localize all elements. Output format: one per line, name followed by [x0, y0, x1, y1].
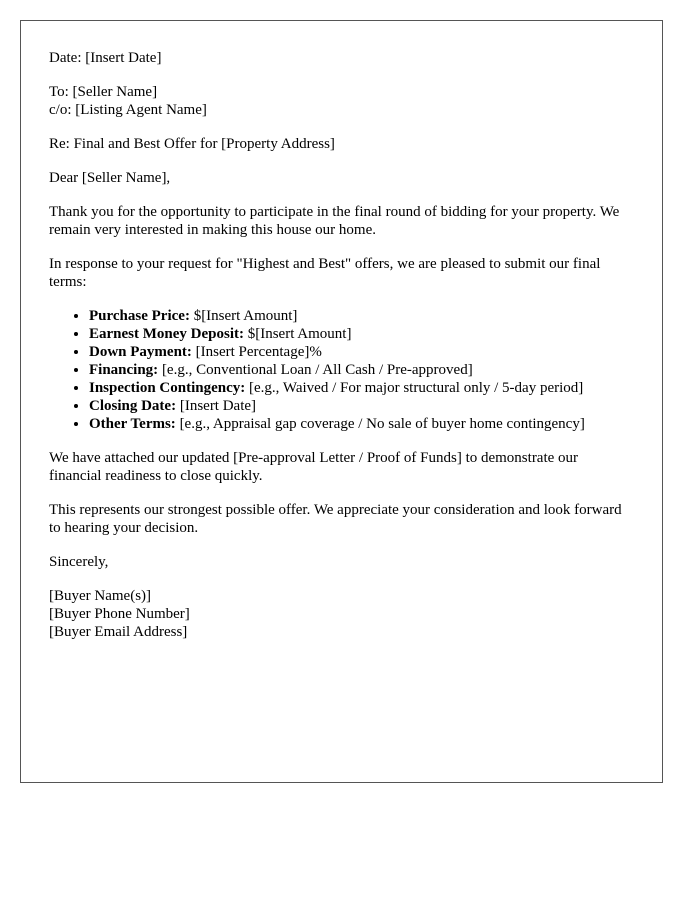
term-value: $[Insert Amount]: [189, 308, 298, 324]
term-value: [e.g., Conventional Loan / All Cash / Pre-approved]: [158, 362, 473, 378]
terms-list: [49, 307, 634, 433]
buyer-phone: [Buyer Phone Number]: [49, 606, 190, 622]
recipient-block: [49, 83, 634, 119]
term-label: Closing Date:: [89, 398, 177, 414]
term-label: Down Payment:: [89, 344, 192, 360]
term-item: [89, 361, 634, 379]
term-label: Other Terms:: [89, 416, 176, 432]
terms-intro-paragraph: In response to your request for "Highest and Best" offers, we are pleased to submit our final terms:: [49, 256, 601, 290]
term-item: [89, 343, 634, 361]
closing-paragraph: This represents our strongest possible offer. We appreciate your consideration and look forward to hearing your decision.: [49, 502, 622, 536]
term-label: Purchase Price:: [89, 308, 190, 324]
term-label: Earnest Money Deposit:: [89, 326, 244, 342]
buyer-name: [Buyer Name(s)]: [49, 588, 152, 604]
term-item: [89, 325, 634, 343]
closing: Sincerely,: [49, 554, 109, 570]
term-item: [89, 415, 634, 433]
term-label: Financing:: [89, 362, 159, 378]
term-value: [e.g., Appraisal gap coverage / No sale of buyer home contingency]: [175, 416, 585, 432]
signature-block: [49, 587, 634, 641]
term-value: [e.g., Waived / For major structural only / 5-day period]: [245, 380, 584, 396]
term-label: Inspection Contingency:: [89, 380, 246, 396]
date-line: Date: [Insert Date]: [49, 50, 162, 66]
attachment-paragraph: We have attached our updated [Pre-approval Letter / Proof of Funds] to demonstrate our financial readiness to close quickly.: [49, 450, 579, 484]
term-item: [89, 307, 634, 325]
subject-line: Re: Final and Best Offer for [Property Address]: [49, 136, 335, 152]
buyer-email: [Buyer Email Address]: [49, 624, 188, 640]
term-item: [89, 397, 634, 415]
term-value: $[Insert Amount]: [243, 326, 352, 342]
term-item: [89, 379, 634, 397]
term-value: [Insert Date]: [176, 398, 257, 414]
intro-paragraph: Thank you for the opportunity to participate in the final round of bidding for your property. We remain very interested in making this house our home.: [49, 204, 620, 238]
salutation: Dear [Seller Name],: [49, 170, 171, 186]
to-line: To: [Seller Name]: [49, 84, 158, 100]
term-value: [Insert Percentage]%: [191, 344, 322, 360]
co-line: c/o: [Listing Agent Name]: [49, 102, 207, 118]
offer-letter: [20, 20, 663, 783]
